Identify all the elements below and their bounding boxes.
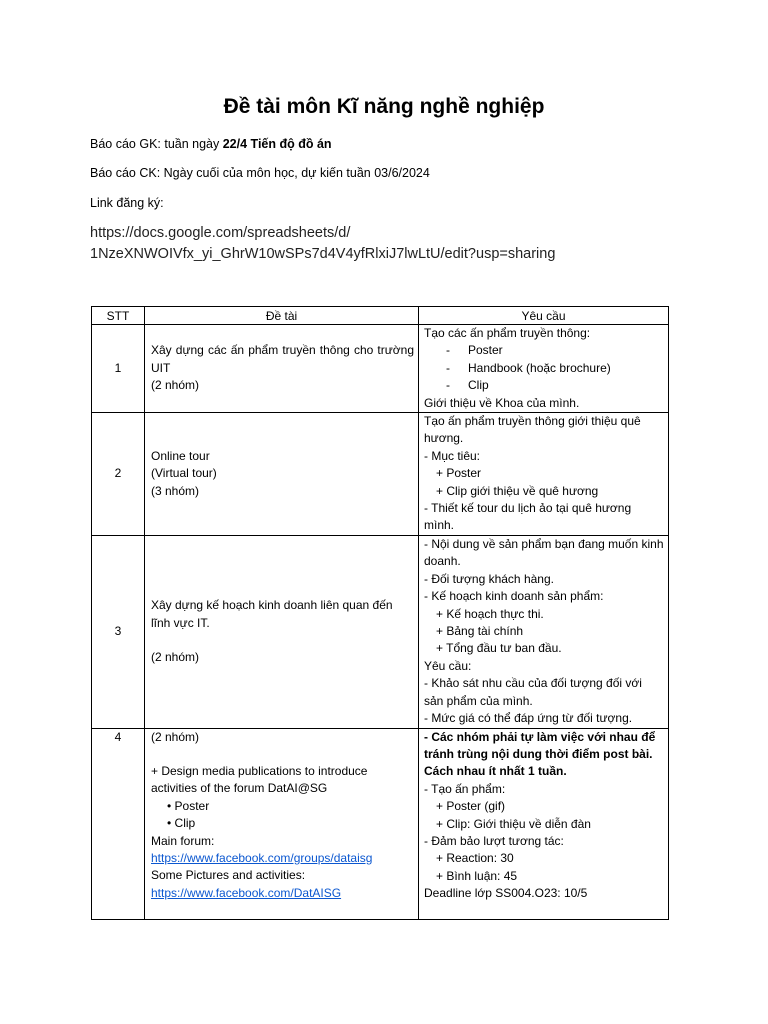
main-forum-link[interactable]: https://www.facebook.com/groups/dataisg (151, 850, 373, 865)
topic-bullet-item: • Clip (167, 816, 196, 831)
req-line: - Kế hoạch kinh doanh sản phẩm: (424, 589, 604, 604)
req-line: Giới thiệu về Khoa của mình. (424, 395, 580, 410)
pictures-label: Some Pictures and activities: (151, 868, 306, 883)
topic-text: (Virtual tour) (151, 466, 217, 481)
topic-cell (145, 536, 419, 728)
req-line: - Khảo sát nhu cầu của đối tượng đối với sản phẩm của mình. (424, 676, 642, 708)
row-number: 4 (92, 728, 145, 919)
req-bold-note: - Các nhóm phải tự làm việc với nhau để tránh trùng nội dung thời điểm post bài. Cách nhau ít nhất 1 tuần. (424, 729, 656, 779)
register-link-label: Link đăng ký: (90, 196, 164, 210)
topic-cell (145, 728, 419, 919)
req-dash-item: - Clip (446, 378, 489, 393)
row-number: 1 (92, 325, 145, 413)
table-row (92, 536, 669, 728)
main-forum-label: Main forum: (151, 833, 215, 848)
req-sub-line: + Clip: Giới thiệu về diễn đàn (436, 816, 591, 831)
req-line: - Đối tượng khách hàng. (424, 571, 554, 586)
topic-text: Xây dựng kế hoạch kinh doanh liên quan đến lĩnh vực IT. (151, 598, 393, 630)
req-dash-item: - Handbook (hoặc brochure) (446, 360, 611, 375)
topic-text: Xây dựng các ấn phẩm truyền thông cho trường UIT (151, 343, 414, 375)
final-report-line: Báo cáo CK: Ngày cuối của môn học, dự kiến tuần 03/6/2024 (90, 166, 430, 180)
page-title: Đề tài môn Kĩ năng nghề nghiệp (223, 95, 545, 118)
table-header-row (92, 307, 669, 325)
topic-groups: (2 nhóm) (151, 729, 200, 744)
topic-cell (145, 325, 419, 413)
req-line: - Thiết kế tour du lịch ảo tại quê hương mình. (424, 501, 632, 533)
topic-text: + Design media publications to introduce activities of the forum DatAI@SG (151, 763, 368, 796)
topic-groups: (2 nhóm) (151, 649, 200, 664)
requirements-cell (419, 325, 669, 413)
topic-bullet-item: • Poster (167, 798, 210, 813)
req-line: Tạo ấn phẩm truyền thông giới thiệu quê hương. (424, 414, 641, 446)
row-number: 2 (92, 413, 145, 536)
req-sub-line: + Reaction: 30 (436, 851, 514, 866)
req-sub-line: + Bảng tài chính (436, 624, 524, 639)
req-line: - Mục tiêu: (424, 448, 481, 463)
req-sub-line: + Clip giới thiệu về quê hương (436, 483, 599, 498)
table-row (92, 325, 669, 413)
req-line: - Nội dung về sản phẩm bạn đang muốn kinh doanh. (424, 537, 664, 569)
topic-groups: (2 nhóm) (151, 378, 200, 393)
topics-table (91, 306, 669, 920)
midterm-report-text: Báo cáo GK: tuần ngày (90, 137, 223, 151)
register-url-line-2[interactable]: 1NzeXNWOIVfx_yi_GhrW10wSPs7d4V4yfRlxiJ7lwLtU/edit?usp=sharing (90, 246, 556, 262)
req-sub-line: + Poster (gif) (436, 799, 506, 814)
pictures-link[interactable]: https://www.facebook.com/DatAISG (151, 885, 342, 900)
req-line: - Đảm bảo lượt tương tác: (424, 833, 564, 848)
header-requirements: Yêu cầu (419, 307, 669, 325)
table-row (92, 728, 669, 919)
requirements-cell (419, 413, 669, 536)
header-stt: STT (92, 307, 145, 325)
deadline-line: Deadline lớp SS004.O23: 10/5 (424, 886, 588, 901)
topic-groups: (3 nhóm) (151, 483, 200, 498)
requirements-cell (419, 728, 669, 919)
req-line: Tạo các ấn phẩm truyền thông: (424, 326, 591, 340)
req-line: - Tạo ấn phẩm: (424, 781, 506, 796)
requirements-cell (419, 536, 669, 728)
register-url-line-1[interactable]: https://docs.google.com/spreadsheets/d/ (90, 225, 351, 241)
req-sub-line: + Tổng đầu tư ban đầu. (436, 641, 562, 656)
midterm-report-bold: 22/4 Tiến độ đồ án (222, 137, 332, 151)
midterm-report-line (90, 137, 332, 151)
topic-text: Online tour (151, 448, 210, 463)
table-row (92, 413, 669, 536)
header-topic: Đề tài (145, 307, 419, 325)
req-sub-line: + Poster (436, 466, 482, 481)
req-sub-line: + Kế hoạch thực thi. (436, 606, 544, 621)
req-dash-item: - Poster (446, 343, 503, 358)
req-line: - Mức giá có thể đáp ứng từ đối tượng. (424, 711, 633, 726)
req-sub-line: + Bình luận: 45 (436, 868, 518, 883)
topic-cell (145, 413, 419, 536)
req-line: Yêu cầu: (424, 658, 472, 673)
row-number: 3 (92, 536, 145, 728)
